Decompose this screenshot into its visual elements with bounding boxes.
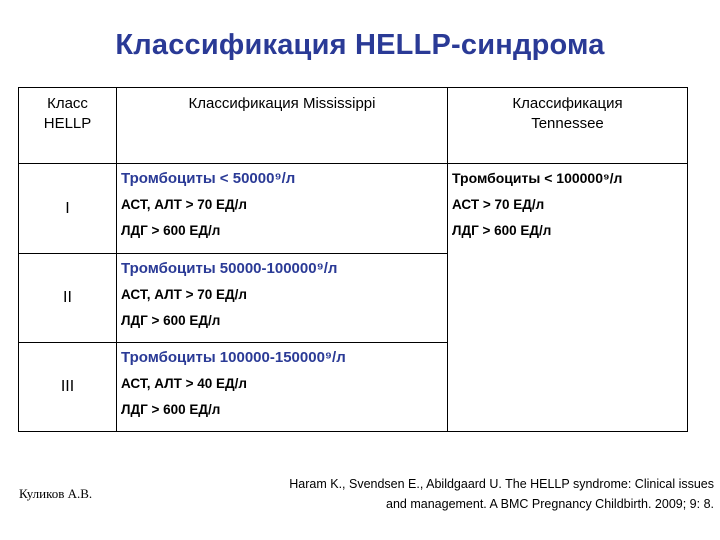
- table-row: [19, 164, 688, 254]
- table-header-row: [19, 88, 688, 164]
- classification-table: [18, 87, 688, 432]
- platelets-criterion: Тромбоциты < 50000⁹/л: [121, 170, 296, 187]
- ldh-criterion: ЛДГ > 600 ЕД/л: [121, 313, 221, 328]
- reference-line2: and management. A BMC Pregnancy Childbirth. 2009; 9: 8.: [386, 497, 714, 511]
- ast-alt-criterion: АСТ, АЛТ > 70 ЕД/л: [121, 287, 247, 302]
- author-name: Куликов А.В.: [19, 486, 93, 501]
- header-mississippi-cell: [117, 88, 448, 164]
- page-title: Классификация HELLP-синдрома: [115, 29, 605, 61]
- header-tennessee-line2: Tennessee: [531, 115, 604, 132]
- platelets-criterion: Тромбоциты 100000-150000⁹/л: [121, 349, 346, 366]
- tennessee-ldh-criterion: ЛДГ > 600 ЕД/л: [452, 223, 552, 238]
- class-cell: II: [19, 254, 117, 343]
- tennessee-ast-criterion: АСТ > 70 ЕД/л: [452, 197, 545, 212]
- class-cell: I: [19, 164, 117, 254]
- header-class-line1: Класс: [47, 95, 88, 112]
- tennessee-platelets-criterion: Тромбоциты < 100000⁹/л: [452, 170, 623, 186]
- ldh-criterion: ЛДГ > 600 ЕД/л: [121, 402, 221, 417]
- mississippi-criteria-cell: [117, 343, 448, 432]
- tennessee-criteria-cell: [448, 164, 688, 432]
- header-mississippi: Классификация Mississippi: [188, 95, 376, 112]
- header-class-cell: [19, 88, 117, 164]
- platelets-criterion: Тромбоциты 50000-100000⁹/л: [121, 260, 338, 277]
- reference-line1: Haram K., Svendsen E., Abildgaard U. The HELLP syndrome: Clinical issues: [289, 477, 714, 491]
- ldh-criterion: ЛДГ > 600 ЕД/л: [121, 223, 221, 238]
- header-class-line2: HELLP: [43, 115, 92, 132]
- mississippi-criteria-cell: [117, 254, 448, 343]
- ast-alt-criterion: АСТ, АЛТ > 70 ЕД/л: [121, 197, 247, 212]
- header-tennessee-cell: [448, 88, 688, 164]
- ast-alt-criterion: АСТ, АЛТ > 40 ЕД/л: [121, 376, 247, 391]
- class-cell: III: [19, 343, 117, 432]
- header-tennessee-line1: Классификация: [512, 95, 623, 112]
- mississippi-criteria-cell: [117, 164, 448, 254]
- reference-citation: [226, 474, 714, 514]
